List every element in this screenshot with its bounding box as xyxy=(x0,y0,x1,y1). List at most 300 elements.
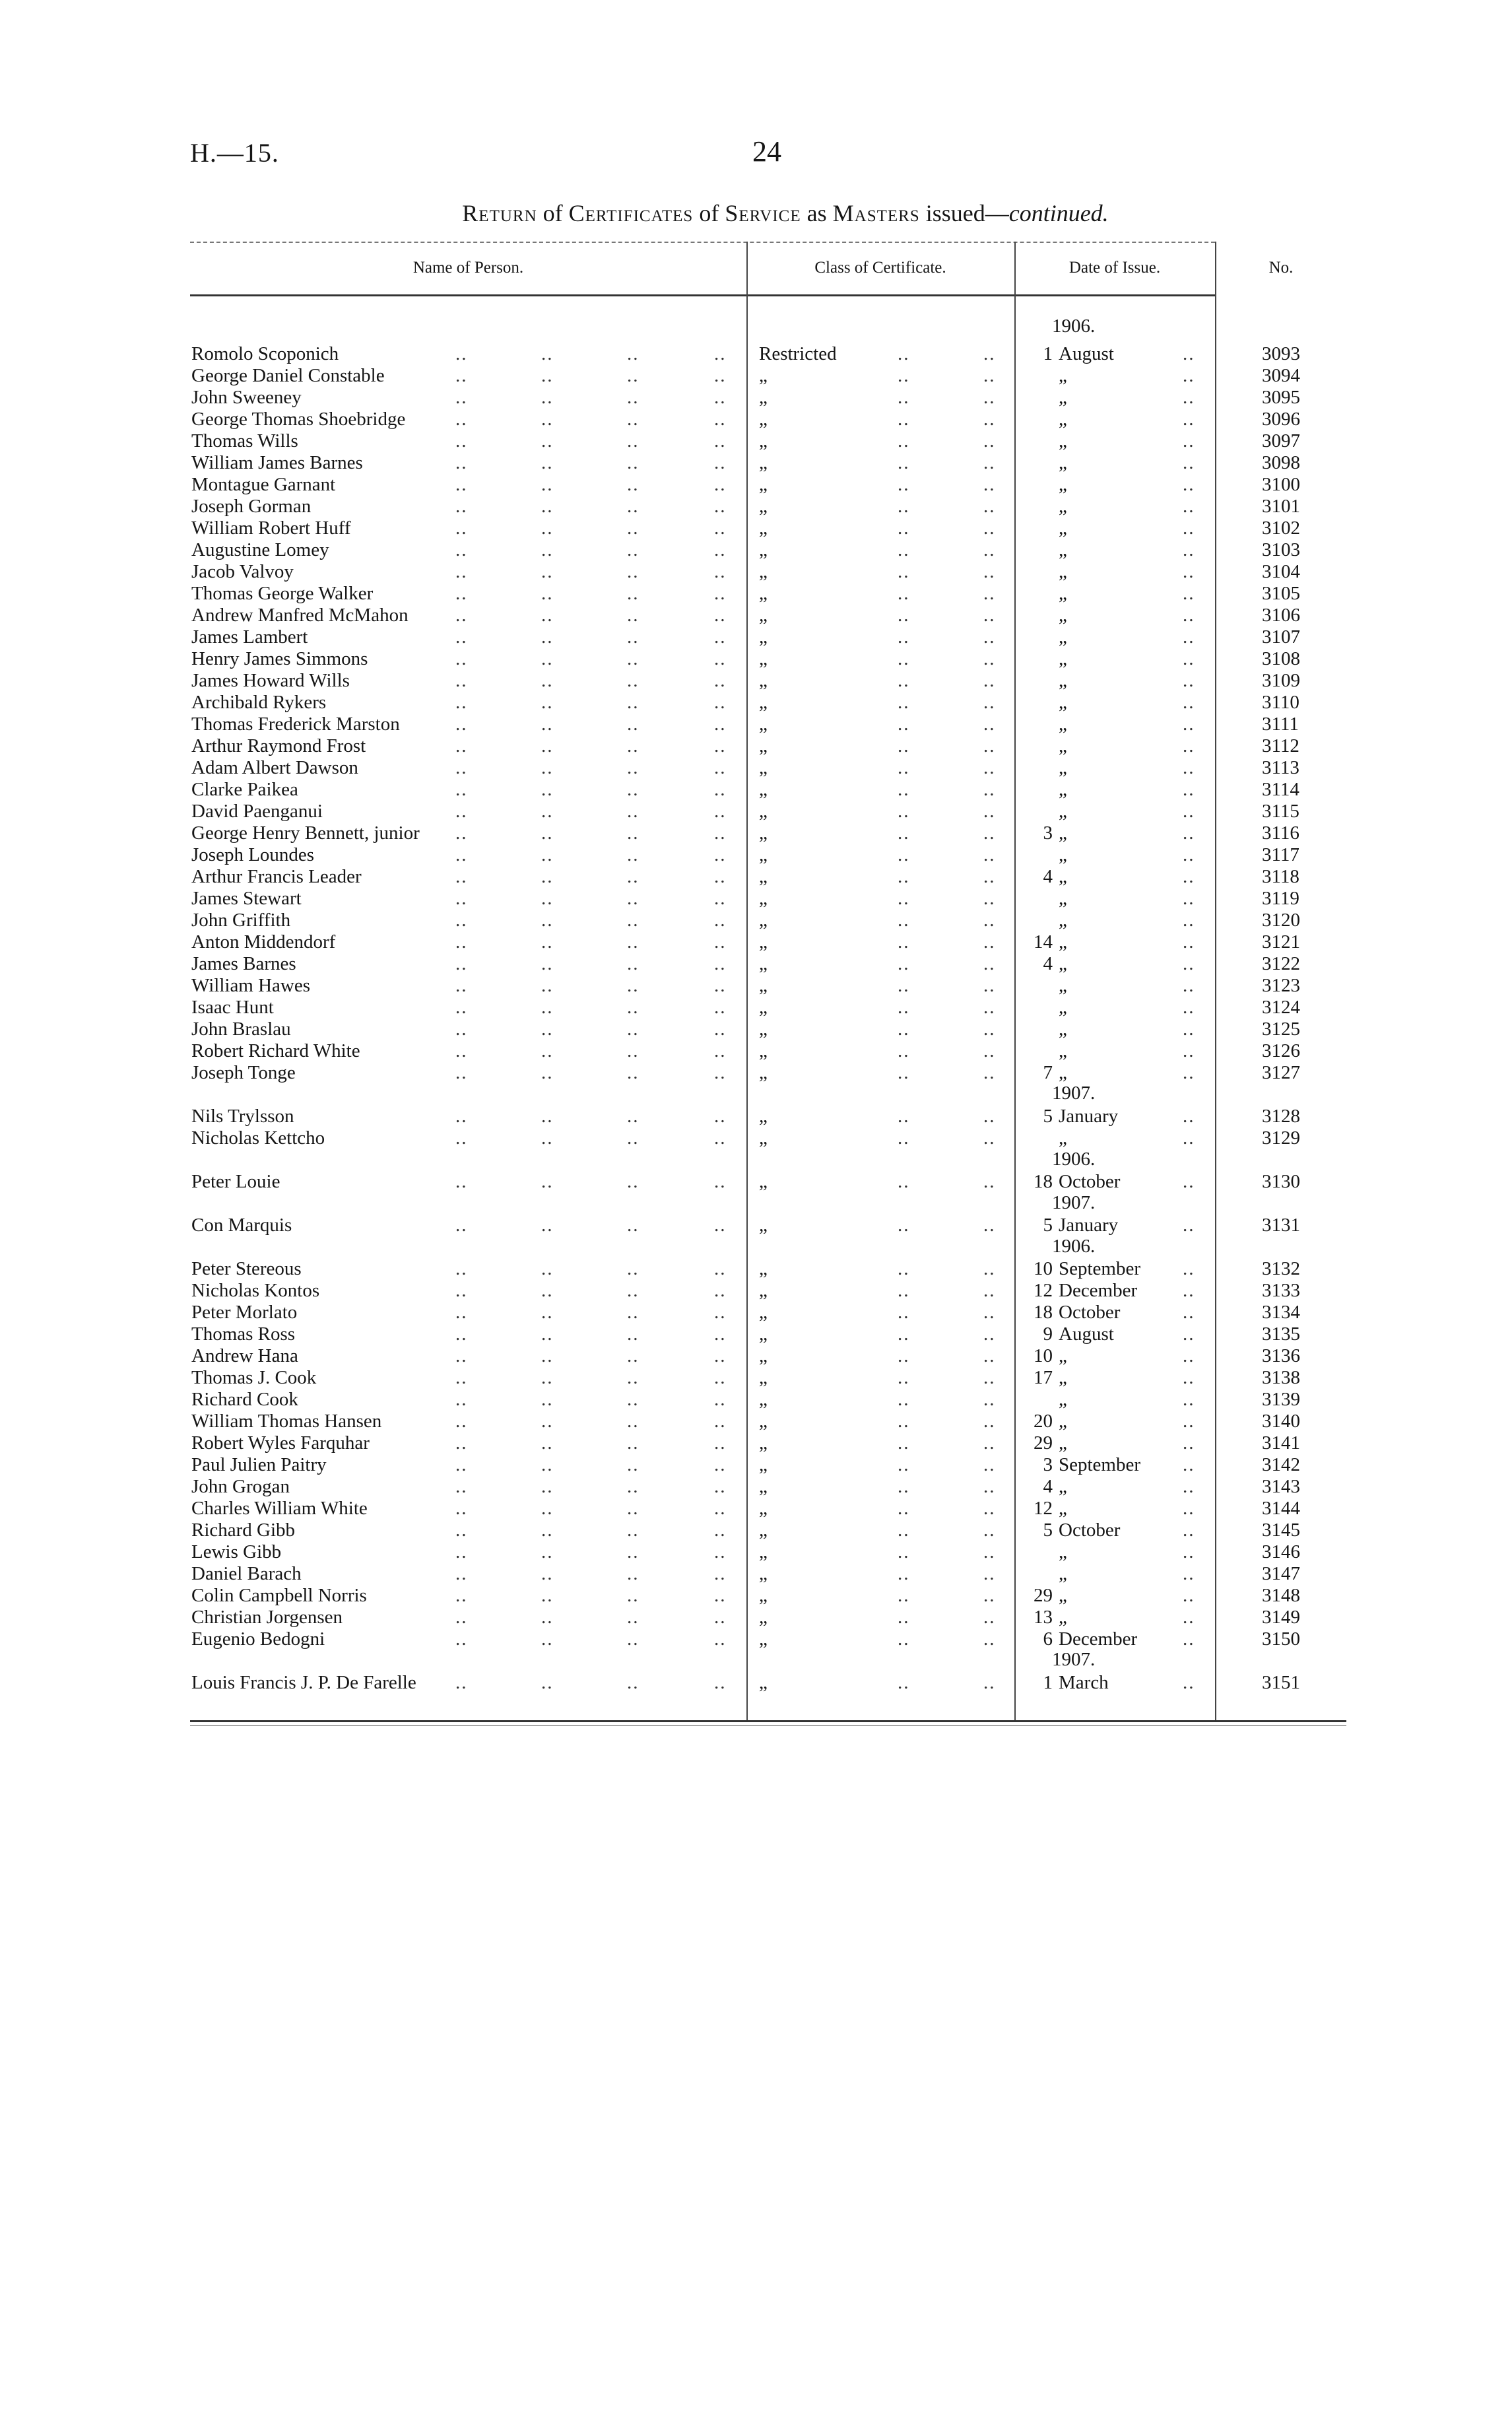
dot-leader: .. xyxy=(627,518,640,539)
dot-leader: .. xyxy=(627,1040,640,1061)
issue-month: „ xyxy=(1059,822,1067,844)
dot-leader: .. xyxy=(714,409,727,430)
dot-leader: .. xyxy=(455,409,468,430)
dot-leader: .. xyxy=(1183,430,1195,452)
certificate-class: „ xyxy=(759,714,768,735)
issue-month: „ xyxy=(1059,1040,1067,1061)
header-bottom-rule xyxy=(190,294,1215,296)
table-row xyxy=(0,757,1512,779)
certificate-number: 3112 xyxy=(1262,735,1299,756)
issue-month: „ xyxy=(1059,1607,1067,1628)
certificate-class: „ xyxy=(759,1476,768,1497)
dot-leader: .. xyxy=(983,1367,996,1388)
dot-leader: .. xyxy=(1183,714,1195,735)
person-name: Augustine Lomey xyxy=(191,539,329,560)
dot-leader: .. xyxy=(1183,779,1195,800)
year-label-row xyxy=(0,1649,1512,1671)
dot-leader: .. xyxy=(714,692,727,713)
dot-leader: .. xyxy=(983,1607,996,1628)
dot-leader: .. xyxy=(541,779,554,800)
title-word: Service xyxy=(725,200,801,226)
table-row xyxy=(0,910,1512,931)
dot-leader: .. xyxy=(898,561,910,582)
person-name: Thomas J. Cook xyxy=(191,1367,317,1388)
dot-leader: .. xyxy=(1183,387,1195,408)
dot-leader: .. xyxy=(898,452,910,473)
issue-month: „ xyxy=(1059,387,1067,408)
issue-month: „ xyxy=(1059,605,1067,626)
issue-month: „ xyxy=(1059,953,1067,974)
dot-leader: .. xyxy=(455,605,468,626)
dot-leader: .. xyxy=(714,1628,727,1650)
dot-leader: .. xyxy=(714,518,727,539)
dot-leader: .. xyxy=(1183,539,1195,560)
person-name: Nils Trylsson xyxy=(191,1106,294,1127)
table-row xyxy=(0,1323,1512,1345)
certificate-class: „ xyxy=(759,1345,768,1366)
table-row xyxy=(0,844,1512,866)
dot-leader: .. xyxy=(983,561,996,582)
certificate-number: 3107 xyxy=(1262,626,1300,648)
dot-leader: .. xyxy=(1183,1563,1195,1584)
person-name: Peter Louie xyxy=(191,1171,280,1192)
issue-month: October xyxy=(1059,1520,1121,1541)
dot-leader: .. xyxy=(455,1215,468,1236)
person-name: Anton Middendorf xyxy=(191,931,336,953)
page-number: 24 xyxy=(752,135,781,168)
dot-leader: .. xyxy=(898,518,910,539)
dot-leader: .. xyxy=(898,365,910,386)
dot-leader: .. xyxy=(898,430,910,452)
issue-month: „ xyxy=(1059,583,1067,604)
dot-leader: .. xyxy=(714,1127,727,1149)
issue-month: „ xyxy=(1059,714,1067,735)
certificate-number: 3141 xyxy=(1262,1432,1300,1454)
table-row xyxy=(0,670,1512,692)
table-row xyxy=(0,452,1512,474)
certificate-class: „ xyxy=(759,496,768,517)
issue-day: 10 xyxy=(1034,1258,1053,1279)
table-row xyxy=(0,1389,1512,1411)
table-row xyxy=(0,888,1512,910)
certificate-number: 3111 xyxy=(1262,714,1299,735)
dot-leader: .. xyxy=(983,648,996,669)
dot-leader: .. xyxy=(714,496,727,517)
certificate-class: „ xyxy=(759,1520,768,1541)
dot-leader: .. xyxy=(898,1520,910,1541)
dot-leader: .. xyxy=(455,1171,468,1192)
person-name: Thomas Ross xyxy=(191,1323,296,1345)
dot-leader: .. xyxy=(983,1019,996,1040)
title-word: of xyxy=(699,200,719,226)
person-name: Arthur Raymond Frost xyxy=(191,735,366,756)
dot-leader: .. xyxy=(1183,1171,1195,1192)
issue-month: „ xyxy=(1059,866,1067,887)
dot-leader: .. xyxy=(1183,888,1195,909)
certificate-number: 3149 xyxy=(1262,1607,1300,1628)
dot-leader: .. xyxy=(898,931,910,953)
dot-leader: .. xyxy=(627,692,640,713)
dot-leader: .. xyxy=(714,1520,727,1541)
dot-leader: .. xyxy=(983,735,996,756)
dot-leader: .. xyxy=(455,714,468,735)
dot-leader: .. xyxy=(898,975,910,996)
issue-month: „ xyxy=(1059,1585,1067,1606)
dot-leader: .. xyxy=(1183,1628,1195,1650)
dot-leader: .. xyxy=(541,1280,554,1301)
certificate-class: „ xyxy=(759,539,768,560)
dot-leader: .. xyxy=(455,888,468,909)
certificate-number: 3148 xyxy=(1262,1585,1300,1606)
dot-leader: .. xyxy=(898,1476,910,1497)
certificate-class: „ xyxy=(759,1585,768,1606)
person-name: Peter Stereous xyxy=(191,1258,302,1279)
table-row xyxy=(0,1607,1512,1628)
certificate-class: „ xyxy=(759,452,768,473)
dot-leader: .. xyxy=(1183,1607,1195,1628)
dot-leader: .. xyxy=(714,735,727,756)
dot-leader: .. xyxy=(541,801,554,822)
dot-leader: .. xyxy=(541,583,554,604)
dot-leader: .. xyxy=(627,735,640,756)
certificate-number: 3100 xyxy=(1262,474,1300,495)
dot-leader: .. xyxy=(983,1541,996,1562)
dot-leader: .. xyxy=(541,1541,554,1562)
dot-leader: .. xyxy=(714,561,727,582)
dot-leader: .. xyxy=(714,1040,727,1061)
certificate-number: 3127 xyxy=(1262,1062,1300,1083)
dot-leader: .. xyxy=(898,1215,910,1236)
dot-leader: .. xyxy=(541,735,554,756)
dot-leader: .. xyxy=(983,1323,996,1345)
dot-leader: .. xyxy=(541,1432,554,1454)
table-row xyxy=(0,1127,1512,1149)
certificate-class: „ xyxy=(759,779,768,800)
dot-leader: .. xyxy=(714,648,727,669)
dot-leader: .. xyxy=(541,1062,554,1083)
issue-day: 12 xyxy=(1034,1280,1053,1301)
certificate-number: 3115 xyxy=(1262,801,1299,822)
certificate-number: 3105 xyxy=(1262,583,1300,604)
dot-leader: .. xyxy=(714,387,727,408)
dot-leader: .. xyxy=(627,1106,640,1127)
table-row xyxy=(0,931,1512,953)
table-row xyxy=(0,583,1512,605)
person-name: Nicholas Kettcho xyxy=(191,1127,325,1149)
dot-leader: .. xyxy=(983,757,996,778)
dot-leader: .. xyxy=(541,1628,554,1650)
certificate-number: 3122 xyxy=(1262,953,1300,974)
certificate-class: „ xyxy=(759,648,768,669)
certificate-class: „ xyxy=(759,1302,768,1323)
table-top-rule xyxy=(190,242,1215,243)
certificate-number: 3104 xyxy=(1262,561,1300,582)
dot-leader: .. xyxy=(983,1628,996,1650)
dot-leader: .. xyxy=(627,1498,640,1519)
dot-leader: .. xyxy=(983,801,996,822)
dot-leader: .. xyxy=(983,518,996,539)
issue-month: „ xyxy=(1059,735,1067,756)
dot-leader: .. xyxy=(714,1280,727,1301)
certificate-number: 3120 xyxy=(1262,910,1300,931)
certificate-class: „ xyxy=(759,474,768,495)
person-name: John Sweeney xyxy=(191,387,302,408)
dot-leader: .. xyxy=(455,844,468,865)
issue-month: January xyxy=(1059,1215,1119,1236)
dot-leader: .. xyxy=(455,1672,468,1693)
table-row xyxy=(0,1541,1512,1563)
certificate-class: „ xyxy=(759,910,768,931)
person-name: Paul Julien Paitry xyxy=(191,1454,327,1475)
dot-leader: .. xyxy=(541,496,554,517)
person-name: Robert Wyles Farquhar xyxy=(191,1432,370,1454)
dot-leader: .. xyxy=(1183,1498,1195,1519)
dot-leader: .. xyxy=(898,1454,910,1475)
issue-month: „ xyxy=(1059,518,1067,539)
certificate-number: 3134 xyxy=(1262,1302,1300,1323)
dot-leader: .. xyxy=(1183,670,1195,691)
dot-leader: .. xyxy=(455,1040,468,1061)
issue-day: 18 xyxy=(1034,1302,1053,1323)
dot-leader: .. xyxy=(627,1411,640,1432)
dot-leader: .. xyxy=(627,496,640,517)
dot-leader: .. xyxy=(627,605,640,626)
title-word: Masters xyxy=(832,200,920,226)
dot-leader: .. xyxy=(541,888,554,909)
certificate-number: 3117 xyxy=(1262,844,1299,865)
certificate-number: 3142 xyxy=(1262,1454,1300,1475)
dot-leader: .. xyxy=(983,975,996,996)
title-word: Return xyxy=(462,200,537,226)
dot-leader: .. xyxy=(627,1520,640,1541)
dot-leader: .. xyxy=(714,1215,727,1236)
dot-leader: .. xyxy=(1183,452,1195,473)
certificate-number: 3136 xyxy=(1262,1345,1300,1366)
dot-leader: .. xyxy=(541,1171,554,1192)
person-name: Clarke Paikea xyxy=(191,779,298,800)
issue-day: 17 xyxy=(1034,1367,1053,1388)
issue-month: „ xyxy=(1059,409,1067,430)
dot-leader: .. xyxy=(627,714,640,735)
dot-leader: .. xyxy=(455,1520,468,1541)
dot-leader: .. xyxy=(627,474,640,495)
person-name: Joseph Tonge xyxy=(191,1062,296,1083)
dot-leader: .. xyxy=(455,561,468,582)
issue-day: 3 xyxy=(1043,1454,1053,1475)
dot-leader: .. xyxy=(1183,1280,1195,1301)
table-row xyxy=(0,1106,1512,1127)
table-row xyxy=(0,409,1512,430)
certificate-number: 3125 xyxy=(1262,1019,1300,1040)
dot-leader: .. xyxy=(455,1411,468,1432)
dot-leader: .. xyxy=(1183,1258,1195,1279)
table-row xyxy=(0,1019,1512,1040)
dot-leader: .. xyxy=(627,1019,640,1040)
certificate-number: 3093 xyxy=(1262,343,1300,364)
person-name: Adam Albert Dawson xyxy=(191,757,358,778)
dot-leader: .. xyxy=(627,648,640,669)
dot-leader: .. xyxy=(541,1476,554,1497)
table-row xyxy=(0,1585,1512,1607)
person-name: James Howard Wills xyxy=(191,670,350,691)
dot-leader: .. xyxy=(714,1106,727,1127)
table-row xyxy=(0,539,1512,561)
dot-leader: .. xyxy=(898,1367,910,1388)
issue-day: 14 xyxy=(1034,931,1053,953)
issue-month: „ xyxy=(1059,496,1067,517)
dot-leader: .. xyxy=(898,1062,910,1083)
certificate-class: „ xyxy=(759,409,768,430)
table-row xyxy=(0,1628,1512,1650)
dot-leader: .. xyxy=(627,1280,640,1301)
dot-leader: .. xyxy=(898,1258,910,1279)
dot-leader: .. xyxy=(627,757,640,778)
dot-leader: .. xyxy=(541,714,554,735)
table-row xyxy=(0,365,1512,387)
certificate-class: „ xyxy=(759,888,768,909)
dot-leader: .. xyxy=(627,409,640,430)
dot-leader: .. xyxy=(455,1323,468,1345)
dot-leader: .. xyxy=(898,1628,910,1650)
dot-leader: .. xyxy=(455,1345,468,1366)
dot-leader: .. xyxy=(983,1127,996,1149)
dot-leader: .. xyxy=(1183,1215,1195,1236)
dot-leader: .. xyxy=(455,1019,468,1040)
certificate-class: „ xyxy=(759,757,768,778)
person-name: David Paenganui xyxy=(191,801,323,822)
dot-leader: .. xyxy=(541,1411,554,1432)
person-name: Thomas Wills xyxy=(191,430,298,452)
certificate-class: „ xyxy=(759,626,768,648)
certificate-class: „ xyxy=(759,1454,768,1475)
dot-leader: .. xyxy=(455,583,468,604)
dot-leader: .. xyxy=(898,997,910,1018)
dot-leader: .. xyxy=(714,1563,727,1584)
dot-leader: .. xyxy=(455,365,468,386)
dot-leader: .. xyxy=(898,1563,910,1584)
person-name: William Hawes xyxy=(191,975,311,996)
certificate-number: 3102 xyxy=(1262,518,1300,539)
person-name: Richard Cook xyxy=(191,1389,298,1410)
dot-leader: .. xyxy=(1183,822,1195,844)
dot-leader: .. xyxy=(983,1062,996,1083)
table-row xyxy=(0,1062,1512,1084)
person-name: Colin Campbell Norris xyxy=(191,1585,367,1606)
issue-month: „ xyxy=(1059,779,1067,800)
dot-leader: .. xyxy=(983,931,996,953)
issue-month: „ xyxy=(1059,757,1067,778)
issue-month: „ xyxy=(1059,365,1067,386)
person-name: Richard Gibb xyxy=(191,1520,296,1541)
certificate-class: „ xyxy=(759,561,768,582)
dot-leader: .. xyxy=(541,430,554,452)
dot-leader: .. xyxy=(898,692,910,713)
certificate-class: „ xyxy=(759,387,768,408)
certificate-number: 3131 xyxy=(1262,1215,1300,1236)
dot-leader: .. xyxy=(455,1607,468,1628)
dot-leader: .. xyxy=(627,1258,640,1279)
issue-month: „ xyxy=(1059,539,1067,560)
dot-leader: .. xyxy=(983,997,996,1018)
dot-leader: .. xyxy=(714,605,727,626)
year-label: 1907. xyxy=(1052,1649,1096,1670)
issue-month: „ xyxy=(1059,648,1067,669)
table-row xyxy=(0,430,1512,452)
person-name: George Daniel Constable xyxy=(191,365,385,386)
table-row xyxy=(0,387,1512,409)
issue-month: August xyxy=(1059,1323,1114,1345)
certificate-class: „ xyxy=(759,975,768,996)
issue-month: „ xyxy=(1059,561,1067,582)
dot-leader: .. xyxy=(898,1171,910,1192)
dot-leader: .. xyxy=(455,1106,468,1127)
issue-month: October xyxy=(1059,1171,1121,1192)
dot-leader: .. xyxy=(983,1171,996,1192)
dot-leader: .. xyxy=(898,626,910,648)
dot-leader: .. xyxy=(541,1367,554,1388)
table-row xyxy=(0,1345,1512,1367)
dot-leader: .. xyxy=(983,670,996,691)
dot-leader: .. xyxy=(1183,1019,1195,1040)
title-word: as xyxy=(806,200,827,226)
issue-day: 4 xyxy=(1043,866,1053,887)
dot-leader: .. xyxy=(455,1476,468,1497)
dot-leader: .. xyxy=(455,1302,468,1323)
dot-leader: .. xyxy=(714,866,727,887)
issue-month: December xyxy=(1059,1628,1138,1650)
person-name: Lewis Gibb xyxy=(191,1541,282,1562)
dot-leader: .. xyxy=(1183,409,1195,430)
dot-leader: .. xyxy=(983,1432,996,1454)
dot-leader: .. xyxy=(983,409,996,430)
certificate-class: „ xyxy=(759,692,768,713)
certificate-number: 3098 xyxy=(1262,452,1300,473)
issue-month: August xyxy=(1059,343,1114,364)
person-name: Andrew Hana xyxy=(191,1345,298,1366)
dot-leader: .. xyxy=(898,648,910,669)
table-row xyxy=(0,474,1512,496)
table-row xyxy=(0,1672,1512,1694)
table-row xyxy=(0,1258,1512,1280)
table-row xyxy=(0,1476,1512,1498)
person-name: Montague Garnant xyxy=(191,474,336,495)
year-label: 1906. xyxy=(1052,1236,1096,1257)
dot-leader: .. xyxy=(898,1498,910,1519)
dot-leader: .. xyxy=(541,822,554,844)
dot-leader: .. xyxy=(714,670,727,691)
dot-leader: .. xyxy=(541,561,554,582)
dot-leader: .. xyxy=(983,822,996,844)
dot-leader: .. xyxy=(714,1454,727,1475)
dot-leader: .. xyxy=(627,1389,640,1410)
person-name: Eugenio Bedogni xyxy=(191,1628,325,1650)
dot-leader: .. xyxy=(983,387,996,408)
issue-day: 13 xyxy=(1034,1607,1053,1628)
dot-leader: .. xyxy=(714,343,727,364)
dot-leader: .. xyxy=(714,365,727,386)
dot-leader: .. xyxy=(455,1258,468,1279)
dot-leader: .. xyxy=(1183,1127,1195,1149)
table-row xyxy=(0,648,1512,670)
issue-month: „ xyxy=(1059,692,1067,713)
dot-leader: .. xyxy=(541,1345,554,1366)
table-row xyxy=(0,605,1512,626)
issue-month: „ xyxy=(1059,888,1067,909)
dot-leader: .. xyxy=(455,692,468,713)
person-name: William Robert Huff xyxy=(191,518,351,539)
dot-leader: .. xyxy=(983,539,996,560)
certificate-number: 3113 xyxy=(1262,757,1299,778)
